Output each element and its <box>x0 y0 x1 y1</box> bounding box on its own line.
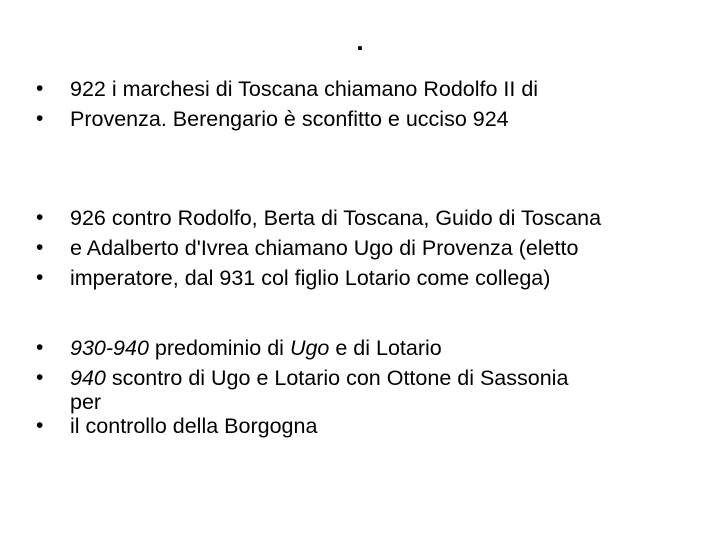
bullet-text-wrap: per <box>70 390 102 414</box>
bullet-item <box>0 233 700 263</box>
name-ugo: Ugo <box>289 336 330 360</box>
bullet-text: predominio di <box>148 336 290 360</box>
bullet-item <box>0 333 700 363</box>
bullet-item <box>0 74 700 104</box>
slide-title: . <box>356 26 364 56</box>
bullet-text: e di Lotario <box>329 336 442 360</box>
bullet-item <box>0 411 700 441</box>
bullet-text: 926 contro Rodolfo, Berta di Toscana, Guido di Toscana <box>70 206 602 230</box>
date-range: 930-940 <box>70 336 149 360</box>
bullet-text: Provenza. Berengario è sconfitto e ucciso 924 <box>70 107 509 131</box>
bullet-text: imperatore, dal 931 col figlio Lotario come collega) <box>70 266 551 290</box>
bullet-group-2 <box>0 203 700 293</box>
bullet-item <box>0 203 700 233</box>
bullet-text: scontro di Ugo e Lotario con Ottone di Sassonia <box>105 366 569 390</box>
bullet-text: il controllo della Borgogna <box>70 414 318 438</box>
bullet-item <box>0 263 700 293</box>
bullet-text: e Adalberto d'Ivrea chiamano Ugo di Provenza (eletto <box>70 236 579 260</box>
bullet-item <box>0 363 700 414</box>
bullet-item <box>0 104 700 134</box>
bullet-group-3 <box>0 333 700 441</box>
bullet-text: 922 i marchesi di Toscana chiamano Rodolfo II di <box>70 77 539 101</box>
year: 940 <box>70 366 106 390</box>
bullet-group-1 <box>0 74 700 134</box>
